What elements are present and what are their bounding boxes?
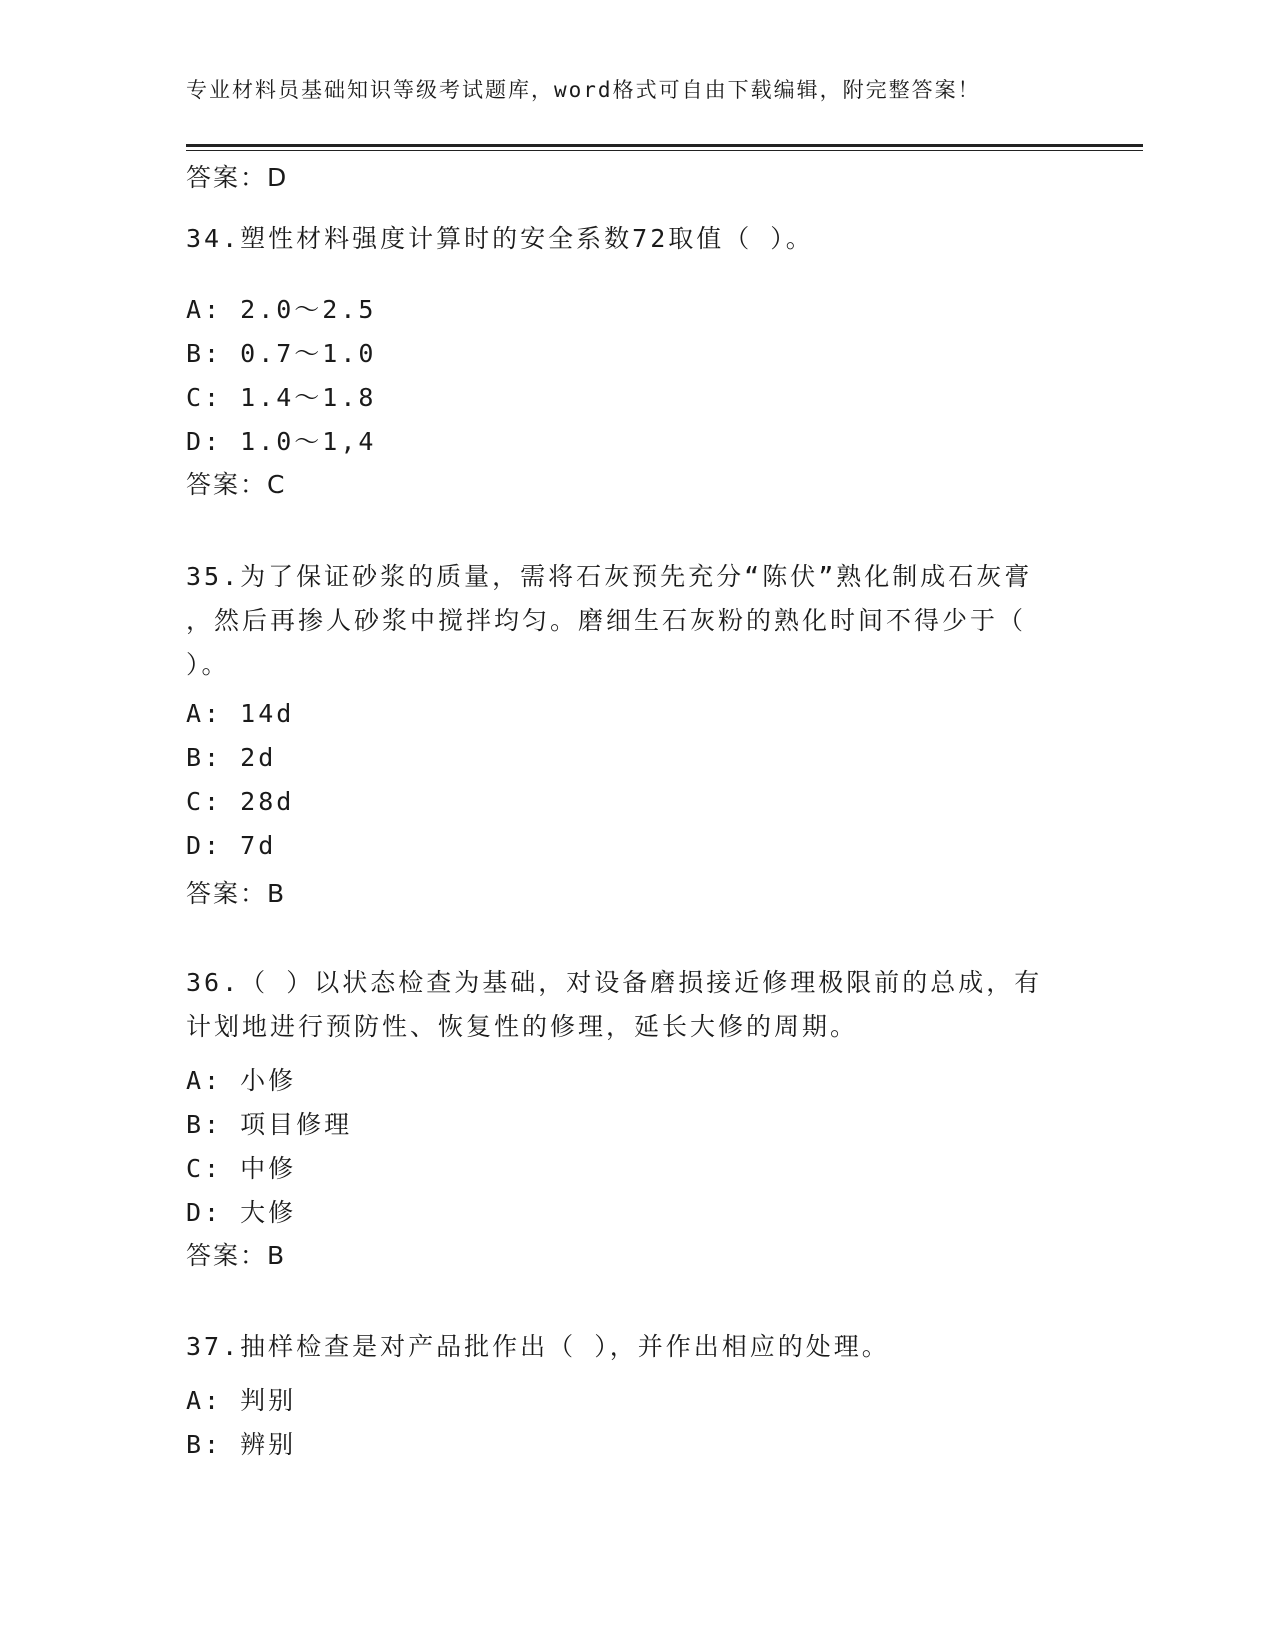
question-37-option-a: A: 判别 (186, 1386, 297, 1415)
header-divider-thin (186, 150, 1143, 151)
page-header: 专业材料员基础知识等级考试题库，word格式可自由下载编辑，附完整答案！ (186, 78, 981, 102)
question-35-option-a: A: 14d (186, 699, 295, 728)
question-36-stem-line-2: 计划地进行预防性、恢复性的修理，延长大修的周期。 (186, 1012, 859, 1041)
question-36-option-d: D: 大修 (186, 1198, 297, 1227)
question-34-option-d: D: 1.0～1,4 (186, 427, 377, 456)
question-35-stem-line-3: ）。 (186, 650, 230, 679)
question-36-option-a: A: 小修 (186, 1066, 297, 1095)
question-35-option-b: B: 2d (186, 743, 277, 772)
question-34-answer: 答案：C (186, 470, 287, 499)
question-34-option-a: A: 2.0～2.5 (186, 295, 377, 324)
question-35-stem-line-2: ，然后再掺人砂浆中搅拌均匀。磨细生石灰粉的熟化时间不得少于（ (186, 606, 1027, 635)
question-35-answer: 答案：B (186, 879, 287, 908)
question-37-option-b: B: 辨别 (186, 1430, 297, 1459)
question-36-option-b: B: 项目修理 (186, 1110, 353, 1139)
question-36-option-c: C: 中修 (186, 1154, 297, 1183)
question-34-option-c: C: 1.4～1.8 (186, 383, 377, 412)
question-34-option-b: B: 0.7～1.0 (186, 339, 377, 368)
question-34-stem: 34.塑性材料强度计算时的安全系数72取值（ ）。 (186, 224, 814, 253)
question-35-stem-line-1: 35.为了保证砂浆的质量，需将石灰预先充分“陈伏”熟化制成石灰膏 (186, 562, 1033, 591)
question-35-option-c: C: 28d (186, 787, 295, 816)
previous-answer: 答案：D (186, 163, 289, 192)
header-divider (186, 144, 1143, 147)
question-36-answer: 答案：B (186, 1241, 287, 1270)
question-36-stem-line-1: 36.（ ）以状态检查为基础，对设备磨损接近修理极限前的总成，有 (186, 968, 1043, 997)
question-35-option-d: D: 7d (186, 831, 277, 860)
question-37-stem: 37.抽样检查是对产品批作出（ ），并作出相应的处理。 (186, 1332, 890, 1361)
